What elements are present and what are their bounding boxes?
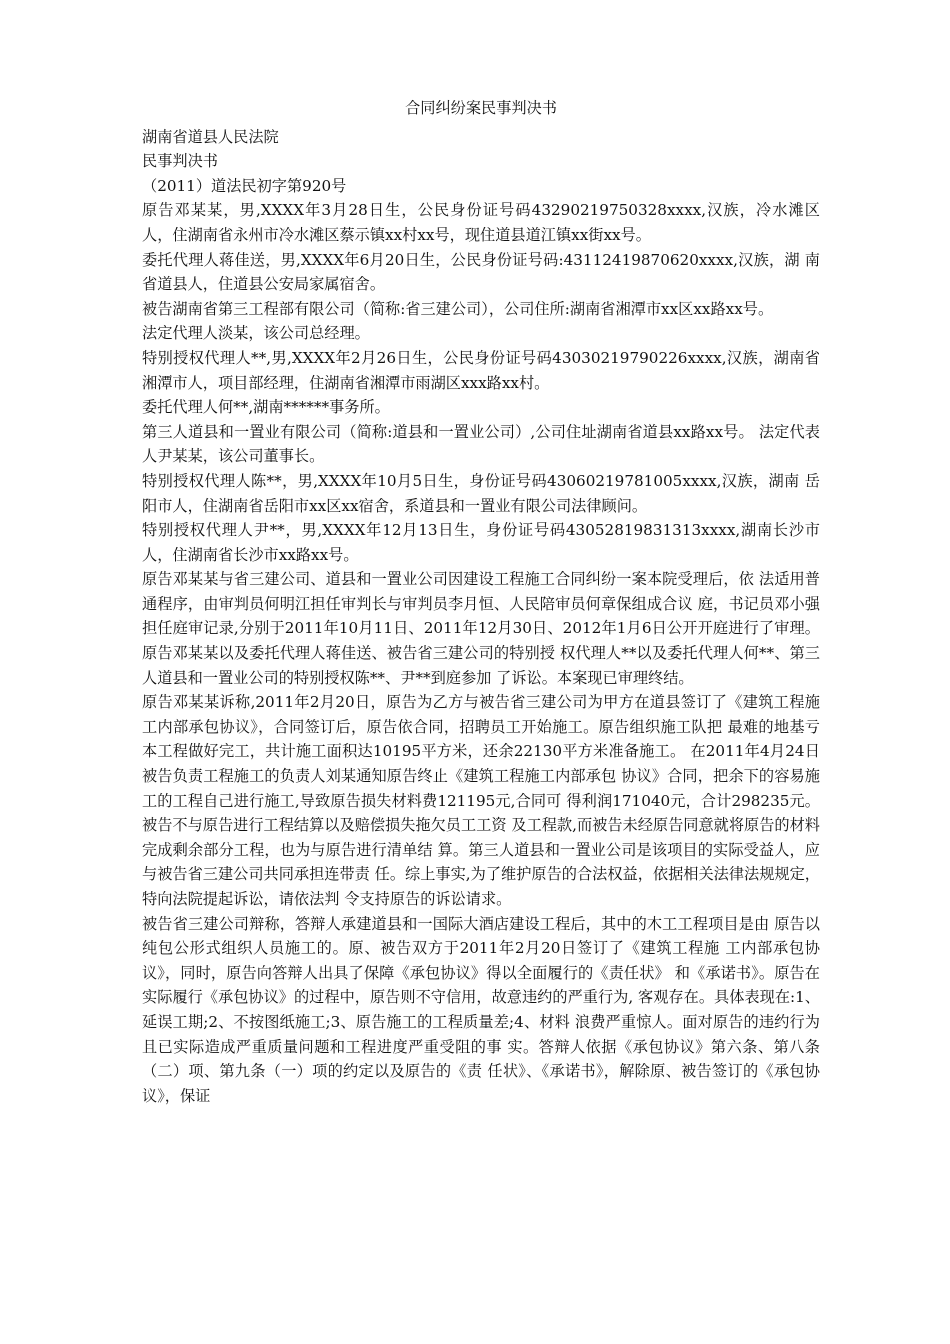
court-name: 湖南省道县人民法院 (142, 127, 279, 146)
defendant-defense: 被告省三建公司辩称，答辩人承建道县和一国际大酒店建设工程后，其中的木工工程项目是由 原告以纯包公形式组织人员施工的。原、被告双方于2011年2月20日签订了《建筑工程施 工内部承包协议》，同时，原告向答辩人出具了保障《承包协议》得以全面履行的《责任状》 和《承诺书》。原告在实际履行《承包协议》的过程中，原告则不守信用，故意违约的严重行为, 客观存在。具体表现在:1、延误工期;2、不按图纸施工;3、原告施工的工程质量差;4、材料 浪费严重惊人。面对原告的违约行为且已实际造成严重质量问题和工程进度严重受阻的事 实。答辩人依据《承包协议》第六条、第八条（二）项、第九条（一）项的约定以及原告的《责 任状》、《承诺书》，解除原、被告签订的《承包协议》，保证 (142, 914, 820, 1105)
plaintiff-claims: 原告邓某某诉称,2011年2月20日，原告为乙方与被告省三建公司为甲方在道县签订了《建筑工程施工内部承包协议》，合同签订后，原告依合同，招聘员工开始施工。原告组织施工队把 最难的地基亏本工程做好完工，共计施工面积达10195平方米，还余22130平方米准备施工。 在2011年4月24日被告负责工程施工的负责人刘某通知原告终止《建筑工程施工内部承包 协议》合同，把余下的容易施工的工程自己进行施工,导致原告损失材料费121195元,合同可 得利润171040元，合计298235元。被告不与原告进行工程结算以及赔偿损失拖欠员工工资 及工程款,而被告未经原告同意就将原告的材料完成剩余部分工程，也为与原告进行清单结 算。第三人道县和一置业公司是该项目的实际受益人，应与被告省三建公司共同承担连带责 任。综上事实,为了维护原告的合法权益，依据相关法律法规规定，特向法院提起诉讼，请依法判 令支持原告的诉讼请求。 (142, 693, 820, 908)
document-page (142, 96, 820, 1108)
document-title: 合同纠纷案民事判决书 (405, 99, 557, 117)
third-party-agent-2: 特别授权代理人尹**，男,XXXX年12月13日生，身份证号码43052819831313xxxx,湖南长沙市人，住湖南省长沙市xx路xx号。 (142, 521, 820, 564)
plaintiff-agent-info: 委托代理人蒋佳送，男,XXXX年6月20日生，公民身份证号码:43112419870620xxxx,汉族，湖 南省道县人，住道县公安局家属宿舍。 (142, 250, 820, 294)
defendant-legal-rep: 法定代理人淡某，该公司总经理。 (142, 324, 370, 343)
case-procedure: 原告邓某某与省三建公司、道县和一置业公司因建设工程施工合同纠纷一案本院受理后，依 法适用普通程序，由审判员何明江担任审判长与审判员李月恒、人民陪审员何章保组成合议 庭，书记员邓小强担任庭审记录,分别于2011年10月11日、2011年12月30日、2012年1月6日公开开庭进行了审理。原告邓某某以及委托代理人蒋佳送、被告省三建公司的特别授 权代理人**以及委托代理人何**、第三人道县和一置业公司的特别授权陈**、尹**到庭参加 了诉讼。本案现已审理终结。 (142, 570, 820, 687)
case-number: （2011）道法民初字第920号 (142, 176, 347, 195)
third-party-info: 第三人道县和一置业有限公司（简称:道县和一置业公司）,公司住址湖南省道县xx路xx号。 法定代表人尹某某，该公司董事长。 (142, 422, 820, 466)
defendant-info: 被告湖南省第三工程部有限公司（简称:省三建公司），公司住所:湖南省湘潭市xx区xx路xx号。 (142, 299, 774, 318)
defendant-special-agent: 特别授权代理人**,男,XXXX年2月26日生，公民身份证号码43030219790226xxxx,汉族，湖南省湘潭市人，项目部经理，住湖南省湘潭市雨湖区xxx路xx村。 (142, 348, 820, 392)
third-party-agent-1: 特别授权代理人陈**，男,XXXX年10月5日生，身份证号码43060219781005xxxx,汉族，湖南 岳阳市人，住湖南省岳阳市xx区xx宿舍，系道县和一置业有限公司法律顾问。 (142, 471, 820, 515)
plaintiff-info: 原告邓某某，男,XXXX年3月28日生，公民身份证号码43290219750328xxxx,汉族，冷水滩区 人，住湖南省永州市冷水滩区蔡示镇xx村xx号，现住道县道江镇xx街xx号。 (142, 201, 820, 244)
defendant-agent: 委托代理人何**,湖南******事务所。 (142, 398, 390, 417)
document-type: 民事判决书 (142, 152, 218, 171)
